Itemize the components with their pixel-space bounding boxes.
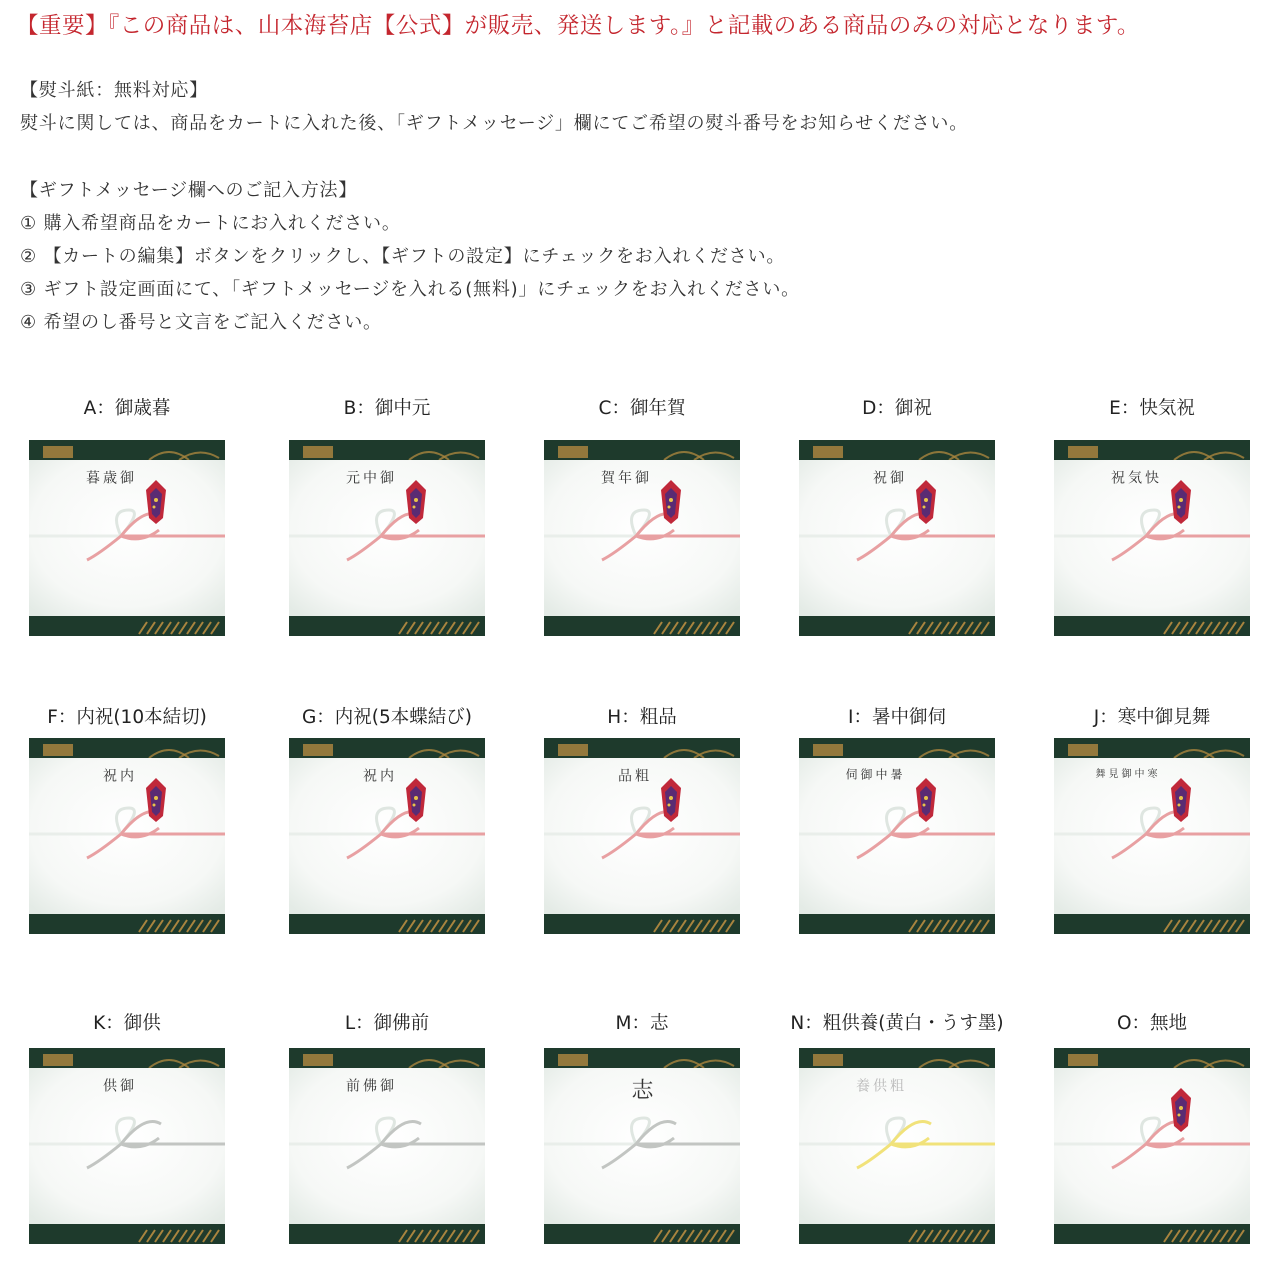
noshi-ornament-icon [660, 778, 682, 822]
noshi-ornament-icon [915, 480, 937, 524]
noshi-inscription: 御中元 [344, 470, 394, 485]
noshi-inscription: 内祝 [101, 768, 134, 783]
noshi-ornament-icon [405, 778, 427, 822]
noshi-inscription: 快気祝 [1109, 470, 1159, 485]
gift-message-section [20, 174, 800, 339]
noshi-inscription: 内祝 [361, 768, 394, 783]
noshi-option-label: J：寒中御見舞 [1093, 707, 1211, 728]
noshi-inscription: 寒中御見舞 [1093, 768, 1156, 779]
important-notice: 【重要】『この商品は、山本海苔店【公式】が販売、発送します。』と記載のある商品のみの対応となります。 [16, 13, 1140, 39]
noshi-inscription: 御祝 [871, 470, 904, 485]
noshi-option-label: B：御中元 [343, 398, 431, 419]
noshi-inscription: 粗供養 [854, 1078, 904, 1093]
noshi-ornament-icon [145, 778, 167, 822]
noshi-option-label: D：御祝 [862, 398, 932, 419]
noshi-inscription: 粗品 [616, 768, 649, 783]
noshi-inscription: 御歳暮 [84, 470, 134, 485]
noshi-ornament-icon [915, 778, 937, 822]
noshi-ornament-icon [660, 480, 682, 524]
noshi-section [20, 74, 968, 140]
noshi-inscription: 御佛前 [344, 1078, 394, 1093]
noshi-gift-box-image [1054, 1048, 1250, 1244]
noshi-ornament-icon [405, 480, 427, 524]
noshi-option-label: L：御佛前 [344, 1013, 430, 1034]
noshi-inscription: 暑中御伺 [844, 768, 903, 781]
noshi-heading: 【熨斗紙：無料対応】 [20, 80, 208, 101]
gift-step-1: ① 購入希望商品をカートにお入れください。 [20, 213, 401, 234]
noshi-inscription: 志 [628, 1078, 653, 1101]
noshi-inscription: 御供 [101, 1078, 134, 1093]
noshi-ornament-icon [145, 480, 167, 524]
noshi-option-label: K：御供 [93, 1013, 161, 1034]
gift-message-heading: 【ギフトメッセージ欄へのご記入方法】 [20, 180, 358, 201]
noshi-option-label: G：内祝(5本蝶結び) [301, 707, 473, 728]
noshi-option-label: N：粗供養(黄白・うす墨) [790, 1013, 1004, 1034]
noshi-ornament-icon [1170, 1088, 1192, 1132]
noshi-option-label: A：御歳暮 [83, 398, 171, 419]
gift-step-4: ④ 希望のし番号と文言をご記入ください。 [20, 312, 382, 333]
noshi-option-label: I：暑中御伺 [848, 707, 946, 728]
noshi-inscription: 御年賀 [599, 470, 649, 485]
noshi-option-label: O：無地 [1116, 1013, 1188, 1034]
noshi-option-label: E：快気祝 [1109, 398, 1195, 419]
noshi-option-label: C：御年賀 [598, 398, 686, 419]
noshi-ornament-icon [1170, 778, 1192, 822]
noshi-ornament-icon [1170, 480, 1192, 524]
noshi-option-label: F：内祝(10本結切) [47, 707, 207, 728]
noshi-option-label: M：志 [615, 1013, 669, 1034]
gift-step-2: ② 【カートの編集】ボタンをクリックし、【ギフトの設定】にチェックをお入れください。 [20, 246, 786, 267]
noshi-option-label: H：粗品 [607, 707, 677, 728]
gift-step-3: ③ ギフト設定画面にて、「ギフトメッセージを入れる(無料)」にチェックをお入れください。 [20, 279, 800, 300]
noshi-description: 熨斗に関しては、商品をカートに入れた後、「ギフトメッセージ」欄にてご希望の熨斗番号をお知らせください。 [20, 113, 968, 134]
